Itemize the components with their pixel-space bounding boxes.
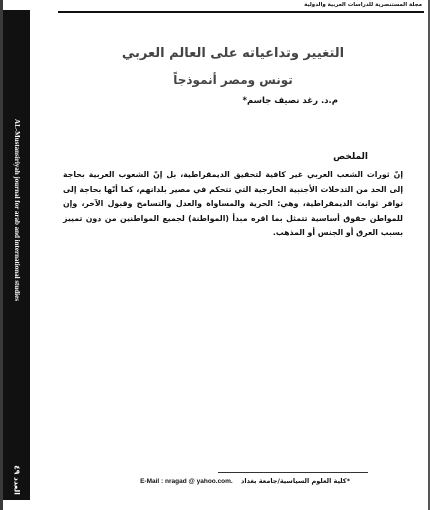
article-title: التغيير وتداعياته على العالم العربي — [121, 46, 345, 61]
header-rule — [58, 11, 424, 13]
side-journal-title: AL-Mustansiriyah journal for arab and international studies — [13, 119, 21, 301]
running-head: مجلة المستنصرية للدراسات العربية والدولية — [304, 2, 422, 8]
abstract-body: إنّ ثورات الشعب العربي غير كافية لتحقيق الديمقراطية، بل إنّ الشعوب العربية بحاجة إلى الحد من التدخلات الأجنبية الخارجية التي تتحكم في مصير بلدانهم، كما أنّها بحاجة إلى توافر ثوابت الديمقراطية، وهي: الحرية والمساواة والعدل والتسامح وقبول الآخر، وإن للمواطن حقوق أساسية تتمثل بما اقره مبدأ (المواطنة) لجميع المواطنين من دون تمييز بسبب العرق أو الجنس أو المذهب. — [63, 170, 403, 238]
journal-page — [3, 0, 428, 510]
abstract-heading: الملخص — [333, 152, 368, 162]
side-band — [3, 10, 30, 500]
author-line: م.د. رغد نصيف جاسم* — [242, 96, 338, 106]
footnote — [140, 477, 350, 485]
footnote-email: E-Mail : nragad @ yahoo.com. — [140, 478, 233, 485]
footnote-rule — [218, 472, 368, 473]
footnote-affiliation: *كلية العلوم السياسية/جامعة بغداد — [241, 477, 350, 485]
side-issue-number: العدد ٤٩ — [12, 465, 22, 495]
article-subtitle: تونس ومصر أنموذجاً — [173, 73, 293, 87]
